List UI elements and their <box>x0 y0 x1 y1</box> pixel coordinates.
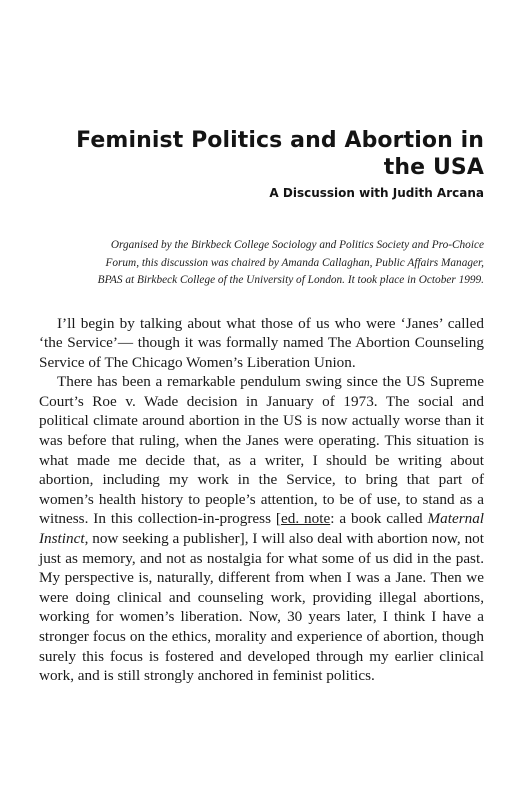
paragraph-2-text-c: , now seeking a publisher], I will also deal with abortion now, not just as memory, and not as nostalgia for what some of us did in the past. My perspective is, naturally, different from when I was a Jane. Then we were doing clinical and counseling work, providing illegal abortions, working for women’s liberation. Now, 30 years later, I think I have a stronger focus on the ethics, morality and experience of abortion, though surely this focus is fostered and developed through my earlier clinical work, and is still strongly anchored in feminist politics. <box>39 530 484 685</box>
intro-line-2: Forum, this discussion was chaired by Amanda Callaghan, Public Affairs Manager, <box>105 256 484 269</box>
article-title-line-2: the USA <box>383 155 484 180</box>
editor-note-link: ed. note <box>280 510 331 528</box>
article-title-line-1: Feminist Politics and Abortion in <box>76 128 484 153</box>
paragraph-1: I’ll begin by talking about what those of us who were ‘Janes’ called ‘the Service’— though it was formally named The Abortion Counseling Service of The Chicago Women’s Liberation Union. <box>39 314 484 371</box>
article-title <box>39 127 484 181</box>
intro-line-3: BPAS at Birkbeck College of the University of London. It took place in October 1999. <box>97 274 484 286</box>
article-body <box>39 314 484 686</box>
intro-line-1: Organised by the Birkbeck College Sociology and Politics Society and Pro-Choice <box>110 239 484 251</box>
paragraph-2-text-a: There has been a remarkable pendulum swing since the US Supreme Court’s Roe v. Wade decision in January of 1973. The social and political climate around abortion in the US is now actually worse than it was before that ruling, when the Janes were operating. This situation is what made me decide that, as a writer, I should be writing about abortion, including my work in the Service, to bring that part of women’s health history to people’s attention, to be of use, to stand as a witness. In this collection-in-progress [ <box>39 373 484 528</box>
book-title: Maternal Instinct <box>39 510 485 548</box>
paragraph-2 <box>39 372 484 686</box>
paragraph-2-text-b: : a book called <box>330 510 428 528</box>
article-subtitle: A Discussion with Judith Arcana <box>269 186 484 200</box>
intro-note <box>39 237 484 290</box>
